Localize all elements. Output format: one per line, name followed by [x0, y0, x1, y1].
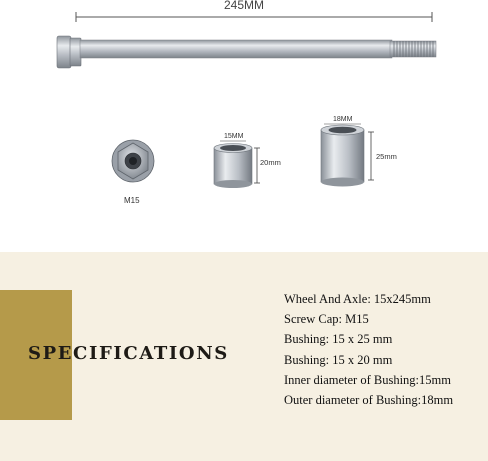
specifications-title: SPECIFICATIONS: [28, 343, 229, 364]
spec-item: Outer diameter of Bushing:18mm: [284, 392, 454, 407]
spec-item: Wheel And Axle: 15x245mm: [284, 292, 431, 306]
bushing-large: [321, 124, 374, 187]
bushing-large-width-label: 18MM: [333, 116, 353, 123]
axle-dimension-line: [76, 12, 432, 22]
spec-item: Screw Cap: M15: [284, 312, 369, 327]
bushing-small-height-label: 20mm: [260, 158, 281, 167]
nut-size-label: M15: [124, 196, 140, 205]
spec-item: Bushing: 15 x 20 mm: [284, 352, 393, 367]
bushing-small: [214, 141, 260, 188]
bushing-small-width-label: 15MM: [224, 133, 244, 140]
bushing-large-height-label: 25mm: [376, 152, 397, 161]
spec-list: [284, 289, 453, 410]
flange-nut: [112, 140, 154, 182]
axle-bolt: [57, 36, 436, 68]
spec-item: Bushing: 15 x 25 mm: [284, 332, 393, 347]
spec-item: Inner diameter of Bushing:15mm: [284, 372, 451, 387]
axle-length-label: 245MM: [223, 0, 264, 12]
